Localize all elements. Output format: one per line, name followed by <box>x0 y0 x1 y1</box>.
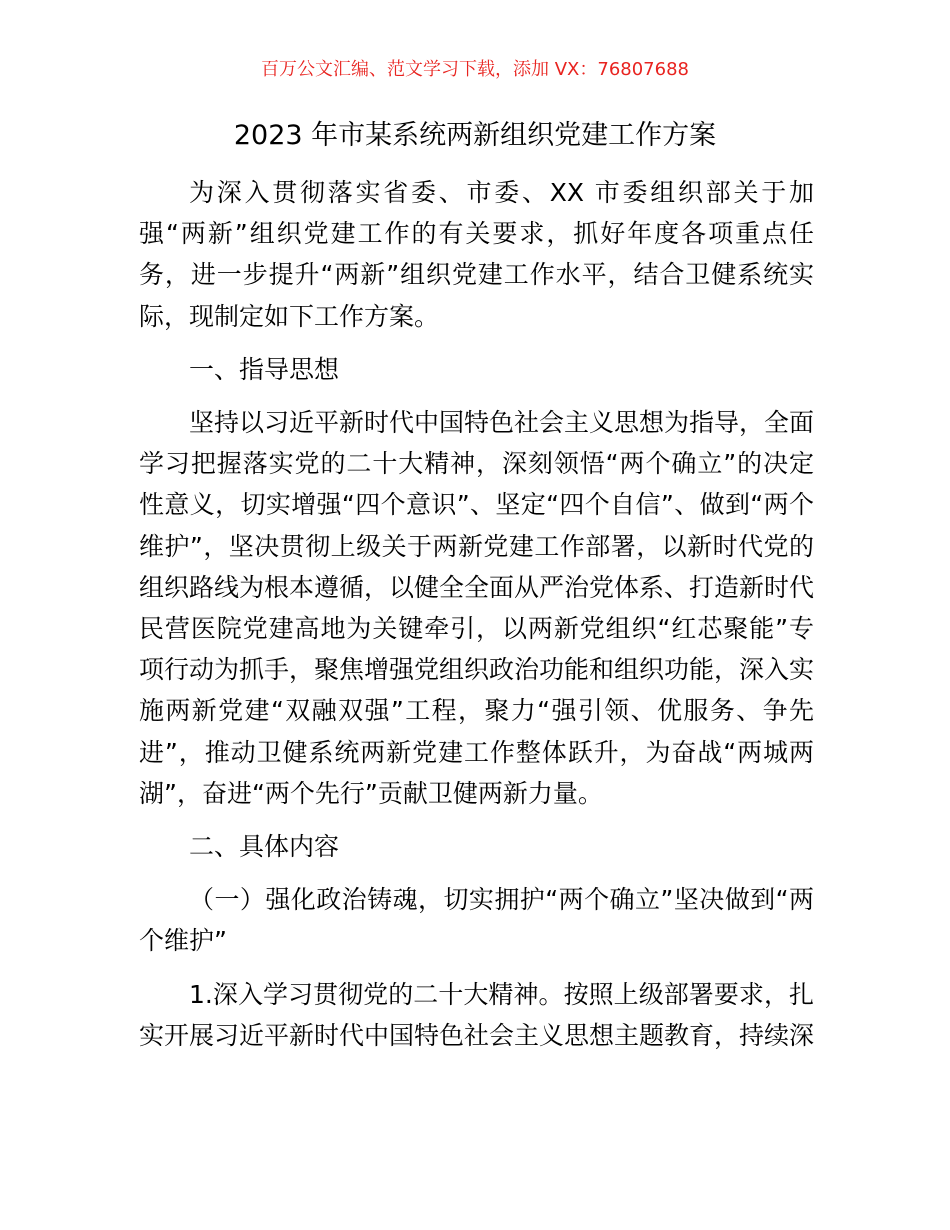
intro-paragraph: 为深入贯彻落实省委、市委、XX 市委组织部关于加强“两新”组织党建工作的有关要求，抓好年度各项重点任务，进一步提升“两新”组织党建工作水平，结合卫健系统实际，现制定如下工作方案。 <box>139 178 814 331</box>
spacer <box>139 962 814 974</box>
subsection-heading-1: （一）强化政治铸魂，切实拥护“两个确立”坚决做到“两个维护” <box>139 885 814 956</box>
section-heading-guiding-thought: 一、指导思想 <box>189 354 340 384</box>
item-1-paragraph: 1.深入学习贯彻党的二十大精神。按照上级部署要求，扎实开展习近平新时代中国特色社会主义思想主题教育，持续深 <box>139 979 815 1050</box>
document-body <box>139 172 814 1056</box>
guiding-thought-paragraph: 坚持以习近平新时代中国特色社会主义思想为指导，全面学习把握落实党的二十大精神，深刻领悟“两个确立”的决定性意义，切实增强“四个意识”、坚定“四个自信”、做到“两个维护”，坚决贯彻上级关于两新党建工作部署，以新时代党的组织路线为根本遵循，以健全全面从严治党体系、打造新时代民营医院党建高地为关键牵引，以两新党组织“红芯聚能”专项行动为抓手，聚焦增强党组织政治功能和组织功能，深入实施两新党建“双融双强”工程，聚力“强引领、优服务、争先进”，推动卫健系统两新党建工作整体跃升，为奋战“两城两湖”，奋进“两个先行”贡献卫健两新力量。 <box>139 408 815 808</box>
page-title: 2023 年市某系统两新组织党建工作方案 <box>233 120 717 151</box>
section-heading-specific-content: 二、具体内容 <box>189 832 340 862</box>
header-note: 百万公文汇编、范文学习下载，添加 VX：76807688 <box>261 59 689 80</box>
